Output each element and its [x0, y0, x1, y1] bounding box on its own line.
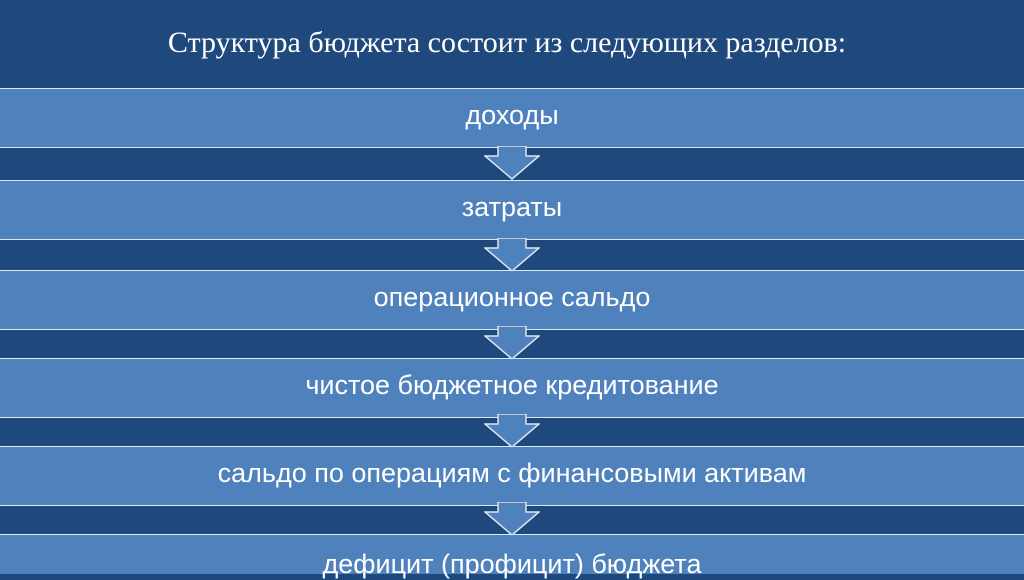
- step-label: доходы: [465, 99, 559, 130]
- arrow-down-icon: [484, 238, 540, 272]
- step-label: затраты: [461, 191, 563, 222]
- step-band-deficit: [0, 534, 1024, 579]
- step-label: чистое бюджетное кредитование: [305, 369, 719, 400]
- arrow-down-icon: [484, 414, 540, 448]
- arrow-down-icon: [484, 146, 540, 180]
- step-label: операционное сальдо: [373, 281, 651, 312]
- arrow-down-icon: [484, 326, 540, 360]
- step-band-net-lending: [0, 358, 1024, 418]
- step-band-financial-assets: [0, 446, 1024, 506]
- slide-title: Структура бюджета состоит из следующих разделов:: [167, 26, 847, 59]
- step-band-expenses: [0, 180, 1024, 240]
- step-band-operating-balance: [0, 270, 1024, 330]
- arrow-down-icon: [484, 502, 540, 536]
- step-label: сальдо по операциям с финансовыми активам: [217, 457, 807, 488]
- step-label: дефицит (профицит) бюджета: [322, 549, 702, 579]
- step-band-income: [0, 88, 1024, 148]
